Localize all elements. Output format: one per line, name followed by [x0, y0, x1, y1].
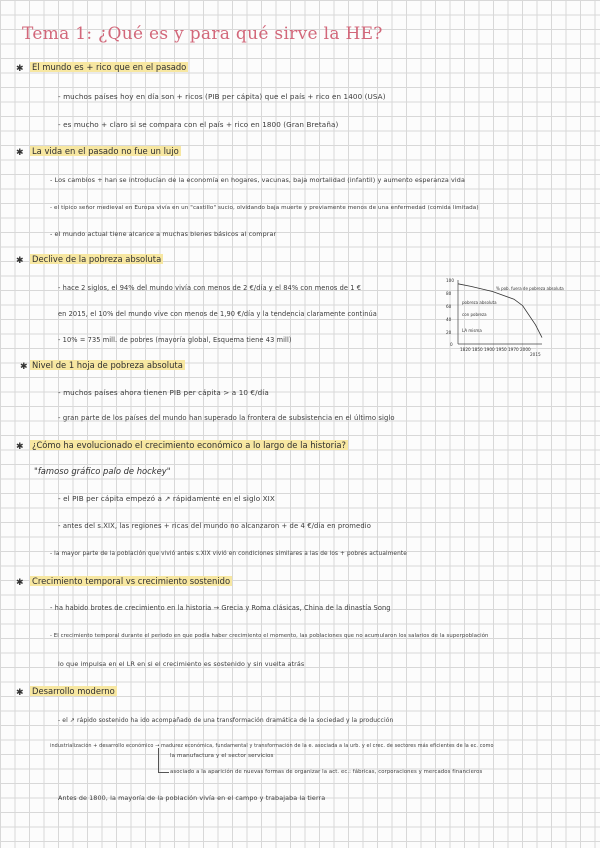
- bullet-star: ✱: [16, 64, 24, 74]
- note-line: - antes del s.XIX, las regiones + ricas del mundo no alcanzaron + de 4 €/día en promedio: [58, 522, 371, 530]
- y-tick-label: 80: [446, 291, 452, 296]
- bullet-star: ✱: [16, 578, 24, 588]
- chart-label-bottom: LA misma: [462, 328, 482, 333]
- note-line: en 2015, el 10% del mundo vive con menos de 1,90 €/día y la tendencia claramente continúa: [58, 310, 377, 318]
- note-line: lo que impulsa en el LR en si el crecimiento es sostenido y sin vuelta atrás: [58, 660, 305, 668]
- note-line: - el típico señor medieval en Europa vivía en un "castillo" sucio, olvidando baja muerte y previamente menos de una enfermedad (comida limitada): [50, 205, 479, 211]
- bullet-star: ✱: [16, 688, 24, 698]
- x-tick-label: 1900: [484, 347, 495, 352]
- bracket-mark: [158, 748, 169, 773]
- x-tick-label: 2015: [530, 352, 541, 357]
- note-line: Antes de 1800, la mayoría de la población vivía en el campo y trabajaba la tierra: [58, 794, 326, 802]
- x-tick-label: 2000: [520, 347, 531, 352]
- note-line: - el PIB per cápita empezó a ↗ rápidamente en el siglo XIX: [58, 494, 275, 503]
- bullet-star: ✱: [20, 362, 28, 372]
- section-heading: El mundo es + rico que en el pasado: [32, 62, 187, 72]
- subheading: "famoso gráfico palo de hockey": [34, 466, 171, 476]
- y-tick-label: 20: [446, 330, 452, 335]
- page-title: Tema 1: ¿Qué es y para qué sirve la HE?: [22, 24, 383, 44]
- poverty-sketch-chart: [444, 276, 564, 358]
- x-tick-label: 1950: [496, 347, 507, 352]
- note-line: - hace 2 siglos, el 94% del mundo vivía con menos de 2 €/día y el 84% con menos de 1 €: [58, 284, 361, 292]
- bullet-star: ✱: [16, 148, 24, 158]
- bullet-star: ✱: [16, 442, 24, 452]
- note-line: - el mundo actual tiene alcance a muchas bienes básicos al comprar: [50, 230, 277, 238]
- note-line: la manufactura y el sector servicios: [170, 753, 274, 759]
- section-heading: Nivel de 1 hoja de pobreza absoluta: [32, 360, 183, 370]
- y-tick-label: 40: [446, 317, 452, 322]
- y-tick-label: 60: [446, 304, 452, 309]
- note-line: - muchos países ahora tienen PIB per cápita > a 10 €/día: [58, 388, 269, 397]
- chart-label-mid: pobreza absoluta: [462, 300, 497, 305]
- chart-label-upper: % pob. fuera de pobreza absoluta: [496, 286, 564, 291]
- note-line: - la mayor parte de la población que vivió antes s.XIX vivió en condiciones similares a las de los + pobres actualmente: [50, 551, 407, 557]
- x-tick-label: 1970: [508, 347, 519, 352]
- note-line: industrialización + desarrollo económico → madurez económica, fundamental y transformación de la e. asociada a la urb. y el crec. de sectores más eficientes de la ec. como: [50, 743, 494, 749]
- note-line: - gran parte de los países del mundo han superado la frontera de subsistencia en el último siglo: [58, 414, 395, 422]
- section-heading: Crecimiento temporal vs crecimiento sostenido: [32, 576, 231, 586]
- note-line: asociado a la aparición de nuevas formas de organizar la act. ec.: fábricas, corporaciones y mercados financieros: [170, 769, 483, 775]
- note-line: - muchos países hoy en día son + ricos (PIB per cápita) que el país + rico en 1400 (USA): [58, 92, 386, 101]
- bullet-star: ✱: [16, 256, 24, 266]
- section-heading: Declive de la pobreza absoluta: [32, 254, 162, 264]
- chart-label-low: con pobreza: [462, 312, 487, 317]
- section-heading: La vida en el pasado no fue un lujo: [32, 146, 179, 156]
- note-line: - Los cambios + han se introducían de la economía en hogares, vacunas, baja mortalidad (infantil) y aumento esperanza vida: [50, 176, 465, 184]
- note-line: - el ↗ rápido sostenido ha ido acompañado de una transformación dramática de la sociedad y la producción: [58, 717, 394, 724]
- x-tick-label: 1850: [472, 347, 483, 352]
- x-tick-label: 1820: [460, 347, 471, 352]
- note-line: - 10% = 735 mill. de pobres (mayoría global, Esquema tiene 43 mill): [58, 336, 292, 344]
- note-line: - El crecimiento temporal durante el periodo en que podía haber crecimiento el momento, las poblaciones que no acumularon los salarios de la superpoblación: [50, 633, 489, 639]
- y-tick-label: 0: [450, 342, 453, 347]
- y-tick-label: 100: [446, 278, 454, 283]
- section-heading: ¿Cómo ha evolucionado el crecimiento económico a lo largo de la historia?: [32, 440, 346, 450]
- note-line: - ha habido brotes de crecimiento en la historia → Grecia y Roma clásicas, China de la dinastía Song: [50, 604, 391, 612]
- section-heading: Desarrollo moderno: [32, 686, 115, 696]
- note-line: - es mucho + claro si se compara con el país + rico en 1800 (Gran Bretaña): [58, 120, 339, 129]
